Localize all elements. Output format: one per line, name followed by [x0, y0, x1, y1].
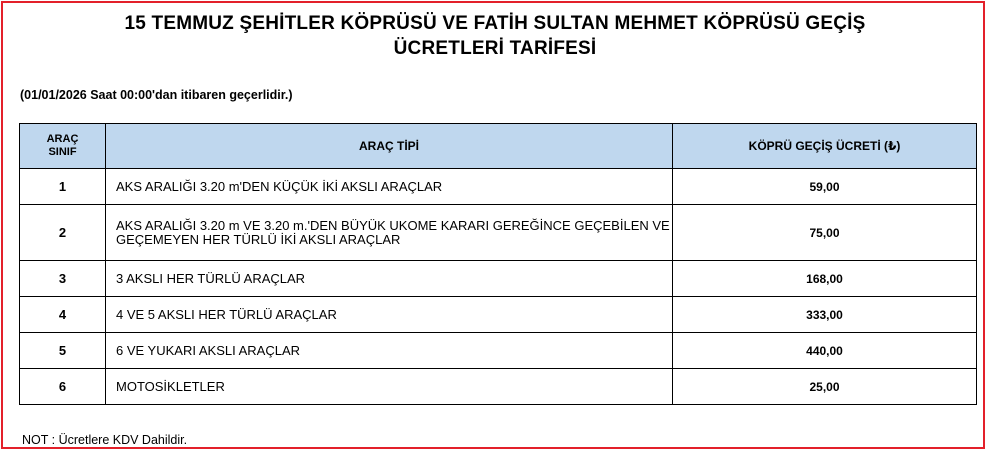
cell-class: 1 — [20, 169, 106, 205]
title-line-2: ÜCRETLERİ TARİFESİ — [393, 38, 597, 59]
table-row — [20, 333, 977, 369]
cell-class: 6 — [20, 369, 106, 405]
cell-vehicle-type: 3 AKSLI HER TÜRLÜ ARAÇLAR — [106, 261, 673, 297]
cell-class: 3 — [20, 261, 106, 297]
toll-tariff-table — [19, 123, 977, 405]
header-vehicle-class — [20, 124, 106, 169]
table-row — [20, 169, 977, 205]
cell-vehicle-type: AKS ARALIĞI 3.20 m'DEN KÜÇÜK İKİ AKSLI ARAÇLAR — [106, 169, 673, 205]
cell-fee: 75,00 — [673, 205, 977, 261]
cell-class: 5 — [20, 333, 106, 369]
cell-vehicle-type: AKS ARALIĞI 3.20 m VE 3.20 m.'DEN BÜYÜK UKOME KARARI GEREĞİNCE GEÇEBİLEN VE GEÇEMEYEN HER TÜRLÜ İKİ AKSLI ARAÇLAR — [106, 205, 673, 261]
validity-date-text: (01/01/2026 Saat 00:00'dan itibaren geçerlidir.) — [20, 88, 293, 102]
cell-fee: 59,00 — [673, 169, 977, 205]
header-class-line-2: SINIF — [48, 146, 77, 158]
cell-fee: 168,00 — [673, 261, 977, 297]
header-bridge-fee: KÖPRÜ GEÇİŞ ÜCRETİ (₺) — [673, 124, 977, 169]
vat-note: NOT : Ücretlere KDV Dahildir. — [22, 433, 188, 447]
cell-vehicle-type: 6 VE YUKARI AKSLI ARAÇLAR — [106, 333, 673, 369]
table-row — [20, 297, 977, 333]
table-row — [20, 205, 977, 261]
table-header-row — [20, 124, 977, 169]
page-title — [3, 11, 987, 61]
cell-vehicle-type: 4 VE 5 AKSLI HER TÜRLÜ ARAÇLAR — [106, 297, 673, 333]
table-row — [20, 369, 977, 405]
cell-class: 4 — [20, 297, 106, 333]
table-row — [20, 261, 977, 297]
header-vehicle-type: ARAÇ TİPİ — [106, 124, 673, 169]
tariff-document-frame — [1, 1, 985, 449]
header-class-line-1: ARAÇ — [46, 133, 79, 145]
cell-vehicle-type: MOTOSİKLETLER — [106, 369, 673, 405]
cell-fee: 333,00 — [673, 297, 977, 333]
cell-fee: 25,00 — [673, 369, 977, 405]
title-line-1: 15 TEMMUZ ŞEHİTLER KÖPRÜSÜ VE FATİH SULTAN MEHMET KÖPRÜSÜ GEÇİŞ — [124, 13, 866, 34]
cell-class: 2 — [20, 205, 106, 261]
cell-fee: 440,00 — [673, 333, 977, 369]
